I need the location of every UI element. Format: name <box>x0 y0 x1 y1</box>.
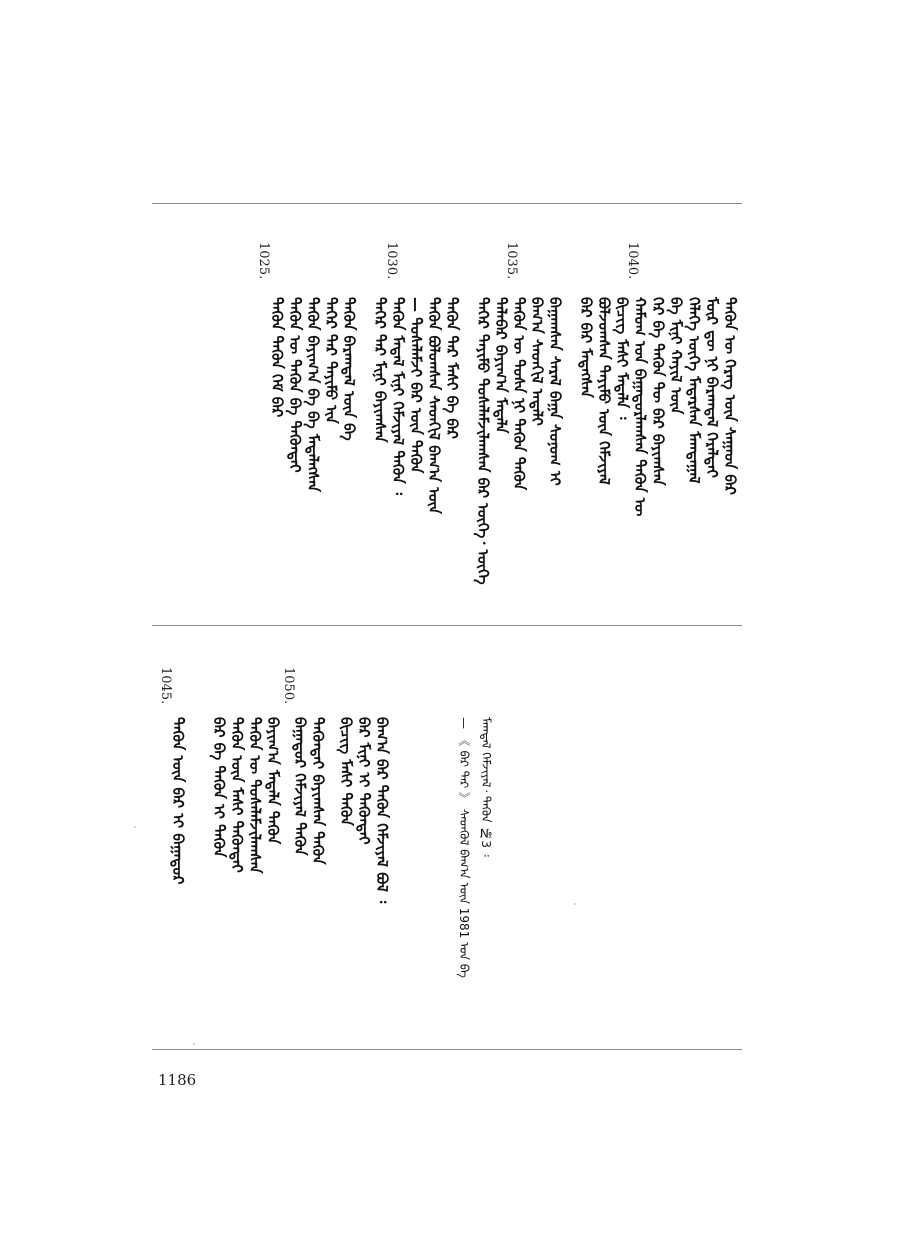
verse-line: ᠲᠡᠭᠦᠨ ᠪᠤᠯᠤᠭᠰᠠᠨ ᠰᠡᠳᠬᠢᠯ ᠪᠠᠭ᠎ᠠ ᠦᠨ <box>425 297 443 515</box>
verse-line: ᠪᠠᠭᠠᠳᠤᠷ ᠬᠡᠮᠵᠢᠶᠡᠯ ᠲᠡᠭᠦᠨ <box>291 717 309 856</box>
top-divider <box>152 203 742 204</box>
paper-speck <box>574 903 576 905</box>
verse-line: ᠪᠡ ᠮᠢᠨᠢ ᠬᠠᠶᠢᠯ ᠦᠨ <box>667 297 685 415</box>
verse-line: ᠲᠡᠭᠦᠨ ᠮᠡᠳᠡᠯ ᠮᠢᠨᠢ ᠬᠡᠮᠵᠢᠶᠡᠯ ᠲᠡᠭᠦᠨ ᠄ <box>389 297 407 495</box>
reference-note: ᠮᠠᠭᠲᠠᠯ ᠬᠡᠮᠵᠢᠶᠡᠯ᠂ ᠲᠡᠭᠦᠨ №3 ᠄ <box>479 717 493 857</box>
verse-line: ᠲᠡᠭᠦᠨ ᠦᠨ ᠪᠠᠷ ᠢ ᠪᠠᠭᠠᠳᠤᠷ <box>169 717 187 885</box>
verse-line: ᠲᠡᠭᠦᠨ ᠲᠡᠷ ᠮᠠᠰᠢ ᠪᠡ ᠪᠠᠷ <box>443 297 461 439</box>
paper-speck <box>134 826 136 828</box>
verse-line: ᠲᠡᠭᠦᠨ ᠦ ᠬᠡᠷᠡᠭ ᠦᠨ ᠰᠠᠭᠠᠳ ᠪᠠᠷ <box>721 297 739 495</box>
line-number: 1050. <box>281 667 296 705</box>
paper-speck <box>193 1043 195 1045</box>
verse-line: ᠪᠠᠶᠢᠭ᠎ᠠ ᠮᠡᠳᠡᠯᠡ ᠲᠡᠭᠦᠨ <box>264 717 282 845</box>
verse-line: ᠪᠤᠯᠵᠤᠭᠰᠠᠨ ᠲᠡᠶᠢᠮᠦ ᠦᠨ ᠬᠡᠮᠵᠢᠶᠡᠯ <box>595 297 613 485</box>
verse-line: — ᠲᠤᠰᠠᠯᠠᠮᠵᠢ ᠪᠡᠷ ᠦᠨ ᠲᠡᠭᠦᠨ <box>407 297 425 474</box>
verse-line: ᠲᠡᠭᠦᠨ ᠲᠡᠭᠦᠨ ᠬᠡᠮ ᠪᠠᠷ <box>268 297 286 418</box>
verse-line: ᠪᠢᠴᠢᠭ ᠮᠠᠰᠢ ᠲᠡᠭᠦᠨ <box>337 717 355 826</box>
verse-line: ᠲᠡᠭᠦᠨ ᠦ ᠲᠤᠰᠠ ᠨᠢ ᠲᠡᠭᠦᠨ ᠲᠡᠭᠦᠨ <box>510 297 528 491</box>
verse-line: ᠪᠡᠷ ᠮᠢᠨᠢ ᠢ ᠲᠡᠭᠦᠨᠲᠡᠢ <box>355 717 373 845</box>
verse-line: ᠮᠦᠷ ᠳᠦ ᠨᠢ ᠪᠠᠷᠠᠭᠳᠠᠯ ᠭᠡᠷᠡᠯᠲᠡᠢ <box>703 297 721 478</box>
verse-line: ᠲᠡᠭᠦᠨ ᠦ ᠲᠤᠰᠠᠯᠠᠮᠵᠢᠯᠠᠭᠰᠠᠨ <box>246 717 264 874</box>
verse-line: ᠲᠡᠭᠡᠷ ᠲᠡᠷ ᠮᠢᠨᠢ ᠪᠠᠶᠢᠭᠰᠠᠨ <box>371 297 389 443</box>
verse-line: ᠬᠡᠷ ᠪᠡ ᠲᠡᠭᠦᠨ ᠲᠦ ᠪᠡᠷ ᠪᠠᠶᠢᠭᠰᠠᠨ <box>649 297 667 486</box>
verse-line: ᠪᠠᠭ᠎ᠠ ᠪᠠᠷ ᠲᠡᠭᠦᠨ ᠬᠡᠮᠵᠢᠶᠡᠯ ᠪᠤᠯ ᠄ <box>373 717 391 904</box>
verse-line: ᠲᠡᠭᠦᠨ ᠦᠨ ᠮᠠᠰᠢ ᠲᠡᠭᠦᠨᠲᠡᠢ <box>228 717 246 873</box>
verse-line: ᠪᠠᠭᠠᠭᠰᠠᠨ ᠰᠡᠷᠡᠯ ᠪᠠᠭᠠ ᠰᠤᠨᠤᠭ ᠢ <box>546 297 564 486</box>
middle-divider <box>152 625 742 626</box>
verse-line: ᠲᠡᠭᠡᠷ ᠲᠡᠷ ᠲᠡᠶᠢᠮᠦ ᠢᠨ <box>322 297 340 424</box>
verse-line: ᠲᠡᠭᠦᠨ ᠦ ᠲᠡᠭᠦᠨ ᠪᠠ ᠲᠡᠭᠦᠨᠲᠡᠢ <box>286 297 304 473</box>
line-number: 1025. <box>256 242 271 280</box>
line-number: 1030. <box>384 242 399 280</box>
verse-line: ᠲᠡᠭᠦᠨ ᠪᠠᠶᠢᠭ᠎ᠠ ᠪᠡ ᠪᠡ ᠮᠡᠳᠡᠯᠡᠭᠰᠡᠨ <box>304 297 322 492</box>
verse-line: ᠲᠡᠭᠦᠨᠲᠡᠢ ᠪᠠᠶᠢᠭᠰᠠᠨ ᠲᠡᠭᠦᠨ <box>309 717 327 865</box>
line-number: 1035. <box>504 242 519 280</box>
reference-note: — 《 ᠪᠠᠷ ᠲᠡᠷ 》 ᠰᠡᠳᠬᠦᠯ ᠪᠠᠭ᠎ᠠ ᠦᠨ 1981 ᠤᠨ ᠪᠡ <box>457 717 471 978</box>
line-number: 1040. <box>625 242 640 280</box>
page-number: 1186 <box>158 1071 197 1089</box>
verse-line: ᠲᠡᠭᠦᠨ ᠪᠠᠷᠠᠭᠳᠠᠯ ᠦᠨ ᠪᠡ <box>340 297 358 441</box>
verse-line: ᠪᠠᠭ᠎ᠠ ᠰᠡᠳᠬᠢᠯ ᠠᠳᠠᠯᠢ <box>528 297 546 426</box>
verse-line: ᠬᠡᠯᠡᠭᠡ ᠦᠭᠡ ᠮᠠᠲᠠᠷᠰᠡᠨ ᠮᠠᠭᠲᠠᠭᠠᠯ <box>685 297 703 484</box>
verse-line: ᠪᠢᠴᠢᠭ ᠮᠠᠰᠢ ᠮᠡᠳᠡᠯᠡ ᠄ <box>613 297 631 420</box>
verse-line: ᠪᠡᠷ ᠪᠡ ᠲᠡᠭᠦᠨ ᠢ ᠲᠡᠭᠦᠨ <box>210 717 228 858</box>
verse-line: ᠬᠠᠮᠤᠭ ᠤᠨ ᠪᠠᠭᠠᠳᠤᠷᠯᠠᠭᠰᠠᠨ ᠲᠡᠭᠦᠨ ᠦ <box>631 297 649 517</box>
line-number: 1045. <box>158 667 173 705</box>
verse-line: ᠲᠠᠯᠠᠪᠠᠷ ᠪᠠᠶᠢᠭ᠎ᠠ ᠮᠡᠳᠡᠯᠡ <box>492 297 510 434</box>
verse-line: ᠲᠡᠭᠡᠷ ᠲᠡᠶᠢᠮᠦ ᠲᠤᠰᠠᠯᠠᠮᠵᠢᠯᠠᠭᠰᠠᠨ ᠪᠡᠷ ᠦᠭᠡ᠂ ᠦᠭᠡ <box>474 297 492 585</box>
bottom-divider <box>152 1049 742 1050</box>
verse-line: ᠪᠠᠷ ᠪᠠᠷ ᠮᠡᠳᠡᠭᠰᠡᠨ <box>577 297 595 398</box>
